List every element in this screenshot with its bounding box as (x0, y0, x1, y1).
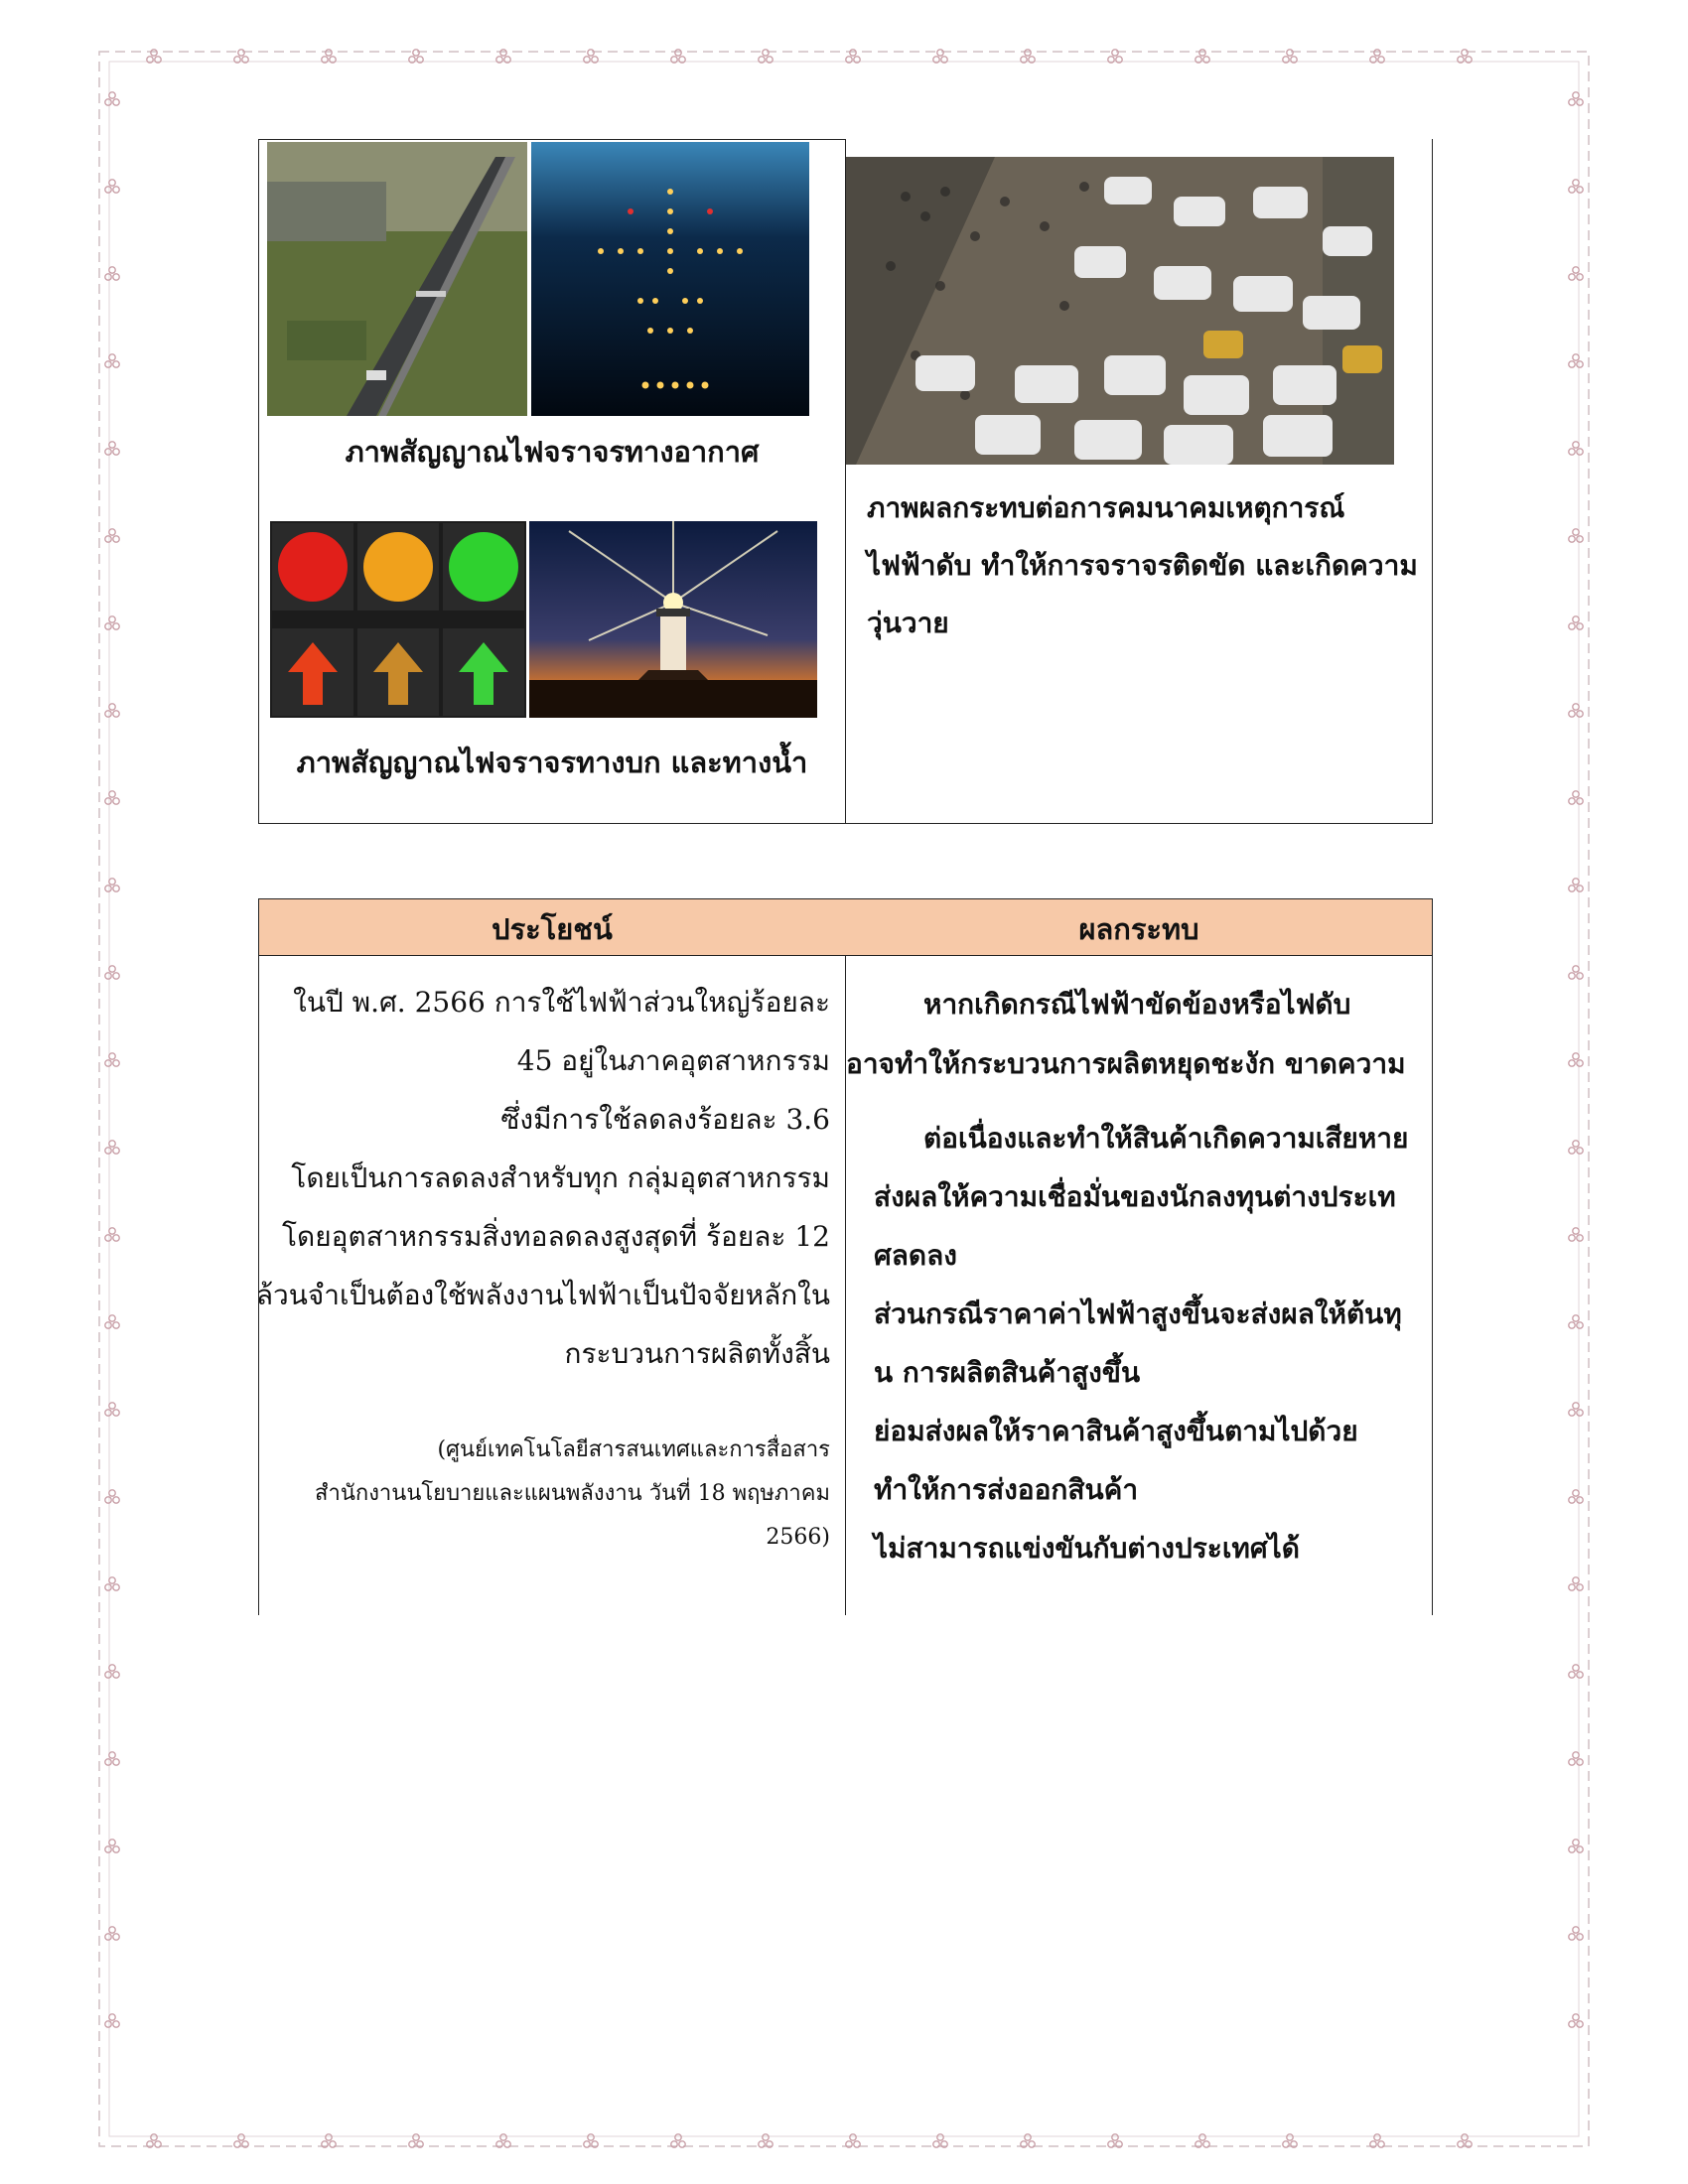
benefit-line: ล้วนจำเป็นต้องใช้พลังงานไฟฟ้าเป็นปัจจัยหลักใน (255, 1279, 830, 1311)
benefit-text (248, 983, 830, 1393)
impact-line: ไม่สามารถแข่งขันกับต่างประเทศได้ (874, 1532, 1300, 1565)
impact-line: อาจทำให้กระบวนการผลิตหยุดชะงัก ขาดความ (846, 1047, 1406, 1080)
traffic-signal-lights-photo (270, 521, 526, 718)
lighthouse-photo (529, 521, 817, 718)
benefit-line: กระบวนการผลิตทั้งสิ้น (564, 1337, 830, 1370)
impact-caption-line: ไฟฟ้าดับ ทำให้การจราจรติดขัด และเกิดความ (867, 549, 1418, 582)
impact-line: น การผลิตสินค้าสูงขึ้น (874, 1356, 1141, 1389)
benefit-line: ซึ่งมีการใช้ลดลงร้อยละ 3.6 (500, 1103, 830, 1136)
impact-line: ต่อเนื่องและทำให้สินค้าเกิดความเสียหาย (923, 1122, 1409, 1155)
source-line: (ศูนย์เทคโนโลยีสารสนเทศและการสื่อสาร (437, 1437, 830, 1462)
impact-line: ย่อมส่งผลให้ราคาสินค้าสูงขึ้นตามไปด้วย (874, 1415, 1358, 1447)
benefit-column-header: ประโยชน์ (492, 912, 613, 946)
benefit-line: โดยอุตสาหกรรมสิ่งทอลดลงสูงสุดที่ ร้อยละ 12 (282, 1220, 830, 1253)
benefit-line: ในปี พ.ศ. 2566 การใช้ไฟฟ้าส่วนใหญ่ร้อยละ (293, 986, 830, 1019)
traffic-jam-photo (846, 157, 1394, 465)
impact-caption-line: วุ่นวาย (867, 607, 949, 639)
impact-line: ส่งผลให้ความเชื่อมั่นของนักลงทุนต่างประเท (874, 1180, 1396, 1213)
impact-line: ส่วนกรณีราคาค่าไฟฟ้าสูงขึ้นจะส่งผลให้ต้นทุ (874, 1297, 1402, 1330)
impact-line: ศลดลง (874, 1239, 957, 1272)
impact-caption-line: ภาพผลกระทบต่อการคมนาคมเหตุการณ์ (867, 491, 1345, 524)
impact-column-header: ผลกระทบ (1078, 912, 1199, 946)
airport-runway-photo (267, 142, 527, 416)
impact-line: หากเกิดกรณีไฟฟ้าขัดข้องหรือไฟดับ (923, 988, 1351, 1021)
runway-lights-night-photo (531, 142, 809, 416)
benefit-line: 45 อยู่ในภาคอุตสาหกรรม (516, 1044, 830, 1077)
source-citation (253, 1434, 830, 1566)
source-line: สำนักงานนโยบายและแผนพลังงาน วันที่ 18 พฤษภาคม (315, 1481, 830, 1506)
land-water-traffic-light-caption: ภาพสัญญาณไฟจราจรทางบก และทางน้ำ (296, 746, 808, 779)
source-line: 2566) (766, 1525, 830, 1550)
air-traffic-light-caption: ภาพสัญญาณไฟจราจรทางอากาศ (345, 435, 760, 469)
benefit-line: โดยเป็นการลดลงสำหรับทุก กลุ่มอุตสาหกรรม (291, 1161, 830, 1194)
impact-line: ทำให้การส่งออกสินค้า (874, 1473, 1139, 1506)
